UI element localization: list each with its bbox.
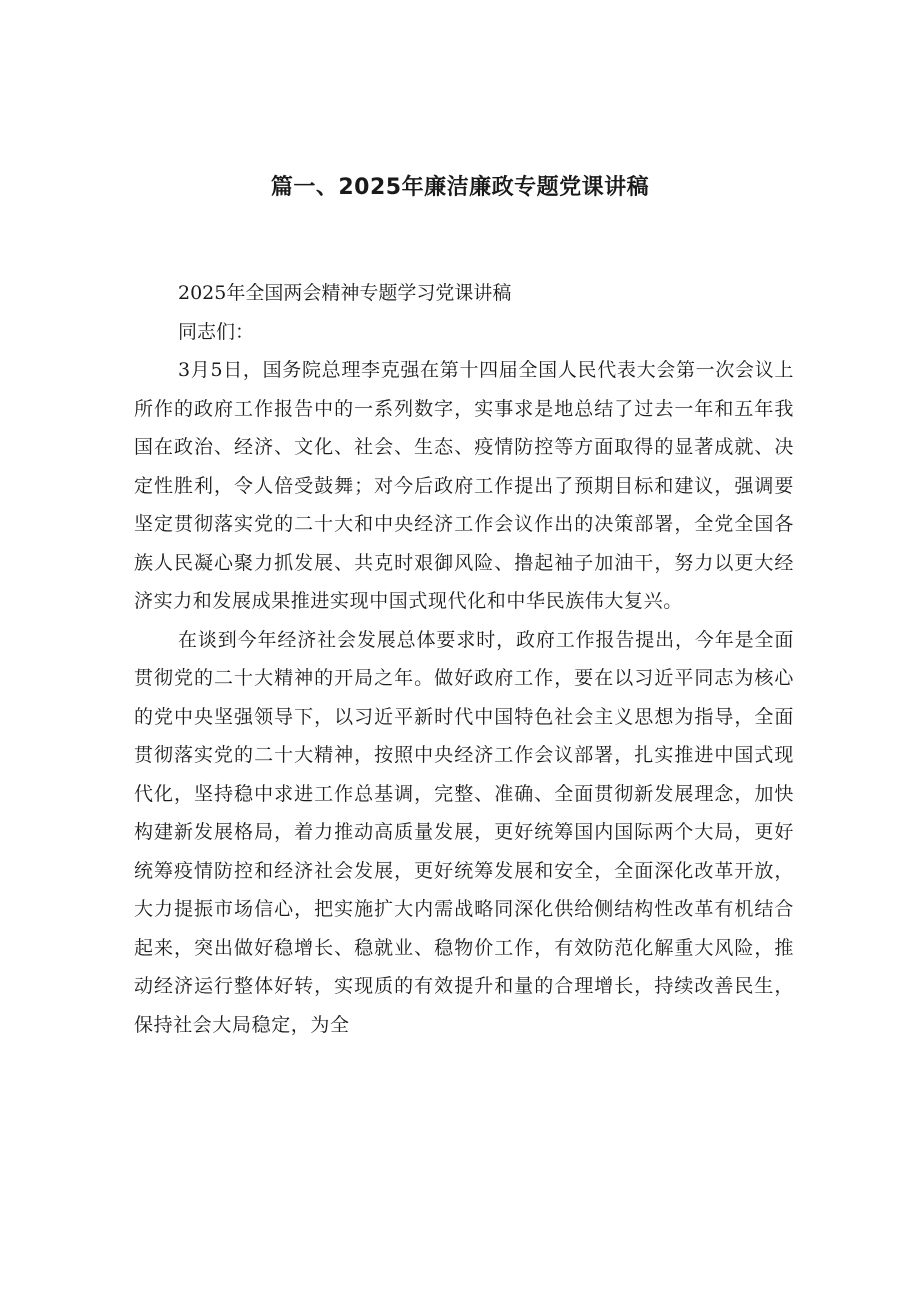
document-title: 篇一、2025年廉洁廉政专题党课讲稿: [270, 175, 650, 200]
paragraph-2: 在谈到今年经济社会发展总体要求时，政府工作报告提出，今年是全面贯彻党的二十大精神的开局之年。做好政府工作，要在以习近平同志为核心的党中央坚强领导下，以习近平新时代中国特色社会主义思想为指导，全面贯彻落实党的二十大精神，按照中央经济工作会议部署，扎实推进中国式现代化，坚持稳中求进工作总基调，完整、准确、全面贯彻新发展理念，加快构建新发展格局，着力推动高质量发展，更好统筹国内国际两个大局，更好统筹疫情防控和经济社会发展，更好统筹发展和安全，全面深化改革开放，大力提振市场信心，把实施扩大内需战略同深化供给侧结构性改革有机结合起来，突出做好稳增长、稳就业、稳物价工作，有效防范化解重大风险，推动经济运行整体好转，实现质的有效提升和量的合理增长，持续改善民生，保持社会大局稳定，为全: [134, 628, 794, 1036]
paragraph-1: 3月5日，国务院总理李克强在第十四届全国人民代表大会第一次会议上所作的政府工作报告中的一系列数字，实事求是地总结了过去一年和五年我国在政治、经济、文化、社会、生态、疫情防控等方面取得的显著成就、决定性胜利，令人倍受鼓舞；对今后政府工作提出了预期目标和建议，强调要坚定贯彻落实党的二十大和中央经济工作会议作出的决策部署，全党全国各族人民凝心聚力抓发展、共克时艰御风险、撸起袖子加油干，努力以更大经济实力和发展成果推进实现中国式现代化和中华民族伟大复兴。: [134, 359, 794, 612]
document-subtitle: 2025年全国两会精神专题学习党课讲稿: [178, 282, 512, 304]
salutation: 同志们：: [178, 320, 255, 343]
document-body: [134, 274, 794, 1044]
